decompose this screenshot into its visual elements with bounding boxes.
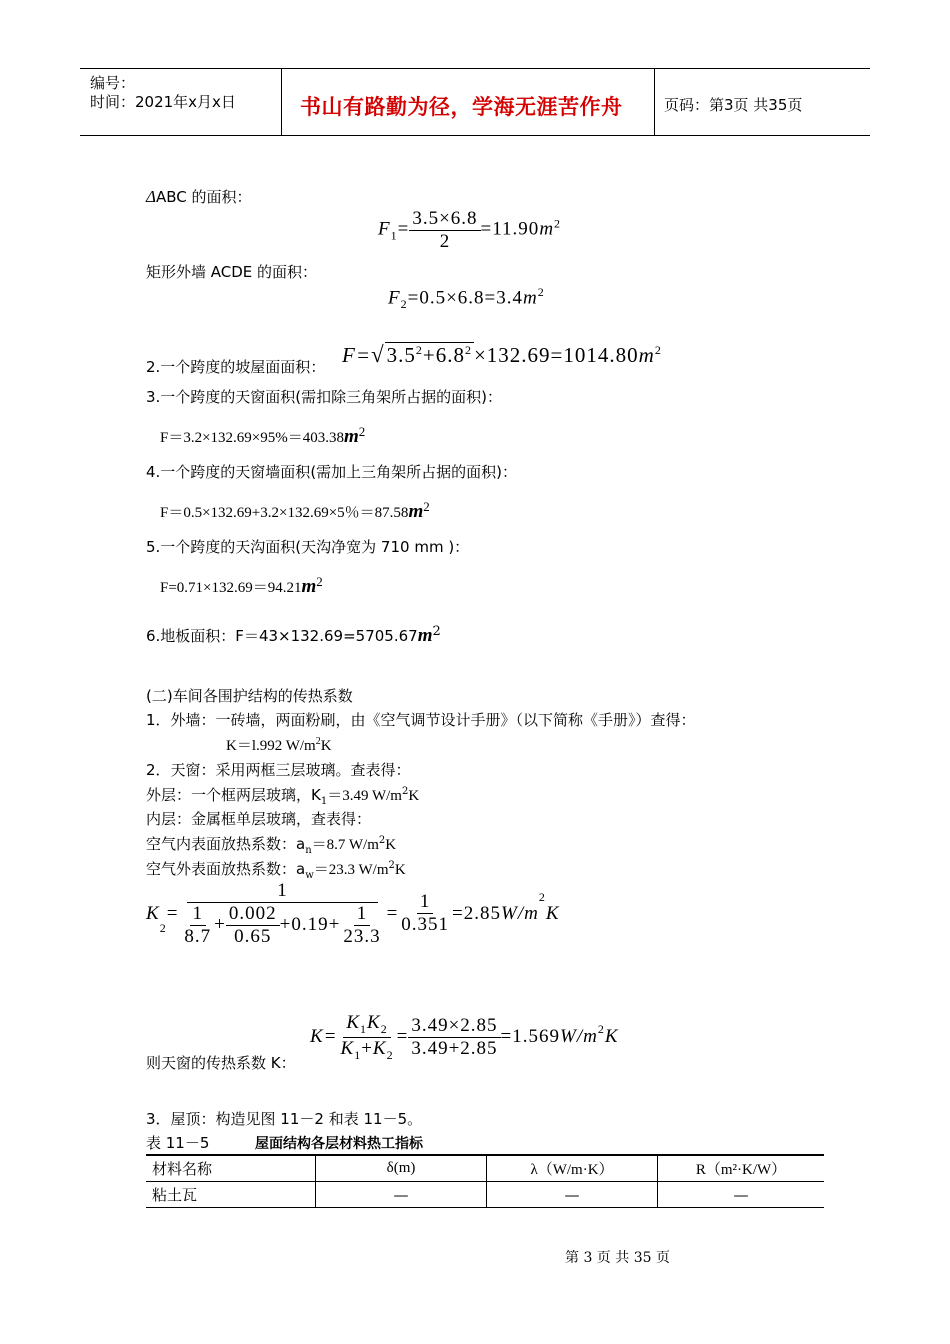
table-cell: — bbox=[658, 1182, 825, 1208]
radicand-a-sup: 2 bbox=[415, 343, 423, 357]
header-page-number: 页码：第3页 共35页 bbox=[664, 96, 803, 114]
f1-fraction bbox=[409, 208, 480, 253]
k2-eq: = bbox=[166, 902, 179, 924]
formula-k2 bbox=[146, 880, 560, 948]
item5-formula bbox=[160, 574, 323, 598]
outer-layer-text: 外层：一个框两层玻璃，K bbox=[146, 786, 321, 804]
k-numeric-num: 3.49×2.85 bbox=[408, 1015, 500, 1038]
air-outer-value: ＝23.3 W/m bbox=[313, 862, 389, 878]
delta-symbol: Δ bbox=[146, 187, 156, 206]
wall-k-tail: K bbox=[320, 738, 332, 754]
item2-unit-sup: 2 bbox=[654, 343, 662, 357]
k2-plus1: + bbox=[214, 914, 226, 936]
k-unit: W/m bbox=[560, 1026, 598, 1048]
k2-term3 bbox=[340, 903, 383, 948]
k-caption: 则天窗的传热系数 K： bbox=[146, 1054, 296, 1072]
f1-sub: 1 bbox=[390, 228, 398, 243]
item4-unit: m bbox=[408, 501, 424, 522]
radicand-a: 3.5 bbox=[386, 343, 416, 367]
f1-denominator: 2 bbox=[439, 230, 451, 252]
k2-main-numerator: 1 bbox=[187, 880, 378, 903]
f2-lhs: F bbox=[388, 287, 401, 309]
k2-term3-num: 1 bbox=[354, 903, 371, 926]
k2-main-fraction bbox=[178, 880, 386, 948]
wall-k-text: K＝l.992 W/m bbox=[226, 738, 316, 754]
k2-term2 bbox=[226, 903, 280, 948]
k-numeric-fraction bbox=[408, 1015, 500, 1060]
radicand bbox=[385, 342, 474, 367]
f2-expression: =0.5×6.8=3.4 bbox=[407, 287, 524, 309]
air-inner-sub: n bbox=[305, 845, 312, 856]
item3-unit-sup: 2 bbox=[358, 424, 366, 439]
table-header-cell: 材料名称 bbox=[146, 1155, 316, 1182]
formula-k bbox=[310, 1012, 619, 1062]
item6-unit-sup: 2 bbox=[432, 624, 441, 639]
k2-term1-num: 1 bbox=[190, 903, 207, 926]
table-header-row bbox=[146, 1155, 824, 1182]
item2-label: 2.一个跨度的坡屋面面积： bbox=[146, 358, 326, 376]
air-outer-end: K bbox=[394, 862, 406, 878]
k2-result-fraction bbox=[398, 891, 452, 936]
f1-lhs: F bbox=[378, 218, 391, 240]
table-title: 屋面结构各层材料热工指标 bbox=[255, 1136, 423, 1152]
k-symbolic-den bbox=[338, 1038, 397, 1063]
air-outer-sub: w bbox=[305, 870, 314, 881]
table-header-cell: δ(m) bbox=[316, 1155, 487, 1182]
air-inner-value: ＝8.7 W/m bbox=[311, 837, 379, 853]
f1-unit-sup: 2 bbox=[554, 216, 562, 231]
outer-layer-sub: 1 bbox=[320, 796, 328, 807]
item3-unit: m bbox=[344, 426, 359, 447]
item5-unit: m bbox=[301, 576, 317, 597]
air-inner-text: 空气内表面放热系数：a bbox=[146, 835, 306, 853]
header-divider-right bbox=[654, 68, 655, 136]
page-footer: 第 3 页 共 35 页 bbox=[565, 1250, 670, 1266]
roof-line: 3．屋顶：构造见图 11－2 和表 11－5。 bbox=[146, 1110, 423, 1128]
item2-rhs: ×132.69=1014.80 bbox=[473, 343, 639, 367]
outer-layer-sup: 2 bbox=[401, 786, 409, 797]
k-symbolic-fraction bbox=[338, 1012, 397, 1062]
air-outer-line bbox=[146, 858, 406, 881]
f1-numerator: 3.5×6.8 bbox=[409, 208, 480, 231]
item3-label: 3.一个跨度的天窗面积(需扣除三角架所占据的面积)： bbox=[146, 388, 503, 406]
table-header-cell: R（m²·K/W） bbox=[658, 1155, 825, 1182]
k2-result-num: 1 bbox=[417, 891, 434, 914]
k-symbolic-num bbox=[343, 1012, 390, 1038]
k-num-s2: 2 bbox=[380, 1021, 388, 1036]
rect-wall-label: 矩形外墙 ACDE 的面积： bbox=[146, 263, 318, 281]
k-num-s1: 1 bbox=[360, 1021, 368, 1036]
f2-sub: 2 bbox=[400, 297, 408, 312]
item3-formula bbox=[160, 424, 365, 448]
table-cell: 粘土瓦 bbox=[146, 1182, 316, 1208]
k-numeric-den: 3.49+2.85 bbox=[411, 1037, 498, 1059]
item6-unit: m bbox=[417, 625, 433, 646]
k2-unit: W/m bbox=[501, 902, 539, 924]
k2-term2-den: 0.65 bbox=[234, 925, 272, 947]
item5-unit-sup: 2 bbox=[316, 574, 323, 589]
table-cell: — bbox=[487, 1182, 658, 1208]
skylight-line: 2．天窗：采用两框三层玻璃。查表得： bbox=[146, 761, 411, 779]
wall-k-value bbox=[226, 734, 332, 755]
air-inner-end: K bbox=[385, 837, 397, 853]
item2-lhs: F= bbox=[342, 343, 371, 367]
radicand-b-sup: 2 bbox=[464, 343, 472, 357]
k2-mid: +0.19+ bbox=[279, 914, 341, 936]
header-divider-left bbox=[281, 68, 282, 136]
k2-sub: 2 bbox=[159, 920, 167, 935]
table-number: 表 11－5 bbox=[146, 1134, 210, 1152]
header-bottom-rule bbox=[80, 135, 870, 136]
k-num-k2: K bbox=[367, 1012, 381, 1033]
item4-expression: F＝0.5×132.69+3.2×132.69×5％＝87.58 bbox=[160, 505, 409, 521]
item4-label: 4.一个跨度的天窗墙面积(需加上三角架所占据的面积)： bbox=[146, 463, 518, 481]
radicand-b: +6.8 bbox=[422, 343, 465, 367]
item3-expression: F＝3.2×132.69×95%＝403.38 bbox=[160, 430, 345, 446]
k2-term2-num: 0.002 bbox=[226, 903, 280, 926]
wall-k-sup: 2 bbox=[315, 736, 321, 747]
air-outer-text: 空气外表面放热系数：a bbox=[146, 860, 306, 878]
k2-lhs: K bbox=[146, 902, 160, 924]
item4-unit-sup: 2 bbox=[423, 499, 430, 514]
abc-area-text: ABC 的面积： bbox=[155, 188, 252, 206]
section2-title: (二)车间各围护结构的传热系数 bbox=[146, 687, 353, 705]
k-den-s2: 2 bbox=[386, 1047, 394, 1062]
formula-f2 bbox=[388, 285, 545, 312]
outer-layer-line bbox=[146, 784, 419, 807]
k2-main-denominator bbox=[178, 903, 386, 948]
table-row bbox=[146, 1182, 824, 1208]
air-outer-sup: 2 bbox=[388, 860, 395, 871]
item5-expression: F=0.71×132.69＝94.21 bbox=[160, 580, 302, 596]
k2-term1-den: 8.7 bbox=[184, 925, 212, 947]
k2-unit-sup: 2 bbox=[538, 890, 546, 904]
item6-expression: 6.地板面积：F＝43×132.69=5705.67 bbox=[146, 627, 418, 645]
k-unit-end: K bbox=[604, 1026, 619, 1048]
header-top-rule bbox=[80, 68, 870, 69]
header-serial: 编号： bbox=[90, 74, 136, 92]
item4-formula bbox=[160, 499, 430, 523]
table-header-cell: λ（W/m·K） bbox=[487, 1155, 658, 1182]
outer-layer-end: K bbox=[408, 788, 420, 804]
formula-f1: $F_1=$ $\frac{3.5\times 6.8}{2}$ $=11.90m^2$ bbox=[378, 208, 562, 252]
abc-area-label bbox=[146, 186, 252, 207]
k-eq: = bbox=[396, 1026, 409, 1048]
k-result: =1.569 bbox=[500, 1026, 560, 1048]
item6-formula bbox=[146, 624, 441, 647]
header-motto: 书山有路勤为径，学海无涯苦作舟 bbox=[300, 95, 623, 119]
wall-line: 1．外墙：一砖墙，两面粉刷，由《空气调节设计手册》（以下简称《手册》）查得： bbox=[146, 711, 696, 729]
k-num-k1: K bbox=[346, 1012, 361, 1033]
f2-unit-sup: 2 bbox=[537, 285, 545, 299]
table-cell: — bbox=[316, 1182, 487, 1208]
formula-item2 bbox=[342, 342, 662, 368]
k-den-k2: K bbox=[372, 1037, 387, 1059]
k2-eq2: = bbox=[386, 902, 399, 924]
k-den-k1: K bbox=[340, 1037, 355, 1059]
k-lhs: K= bbox=[310, 1026, 338, 1048]
item5-label: 5.一个跨度的天沟面积(天沟净宽为 710 mm )： bbox=[146, 538, 470, 556]
k-unit-sup: 2 bbox=[597, 1022, 605, 1036]
header-time: 时间：2021年x月x日 bbox=[90, 93, 236, 111]
air-inner-sup: 2 bbox=[378, 835, 386, 846]
k2-unit-end: K bbox=[545, 902, 560, 924]
k2-term1 bbox=[181, 903, 214, 948]
k-den-s1: 1 bbox=[354, 1047, 362, 1062]
item2-unit: m bbox=[638, 343, 655, 367]
f2-unit: m bbox=[523, 287, 538, 309]
k2-term3-den: 23.3 bbox=[343, 925, 381, 947]
air-inner-line bbox=[146, 833, 396, 856]
k2-result: =2.85 bbox=[452, 902, 501, 924]
k-den-plus: + bbox=[361, 1037, 373, 1059]
material-table bbox=[146, 1154, 824, 1208]
k2-result-den: 0.351 bbox=[401, 914, 450, 936]
inner-layer-line: 内层：金属框单层玻璃，查表得： bbox=[146, 810, 372, 828]
outer-layer-value: ＝3.49 W/m bbox=[327, 788, 402, 804]
f1-result: =11.90 bbox=[480, 218, 540, 240]
sqrt-symbol: √ bbox=[371, 342, 385, 367]
f1-unit: m bbox=[539, 218, 555, 240]
